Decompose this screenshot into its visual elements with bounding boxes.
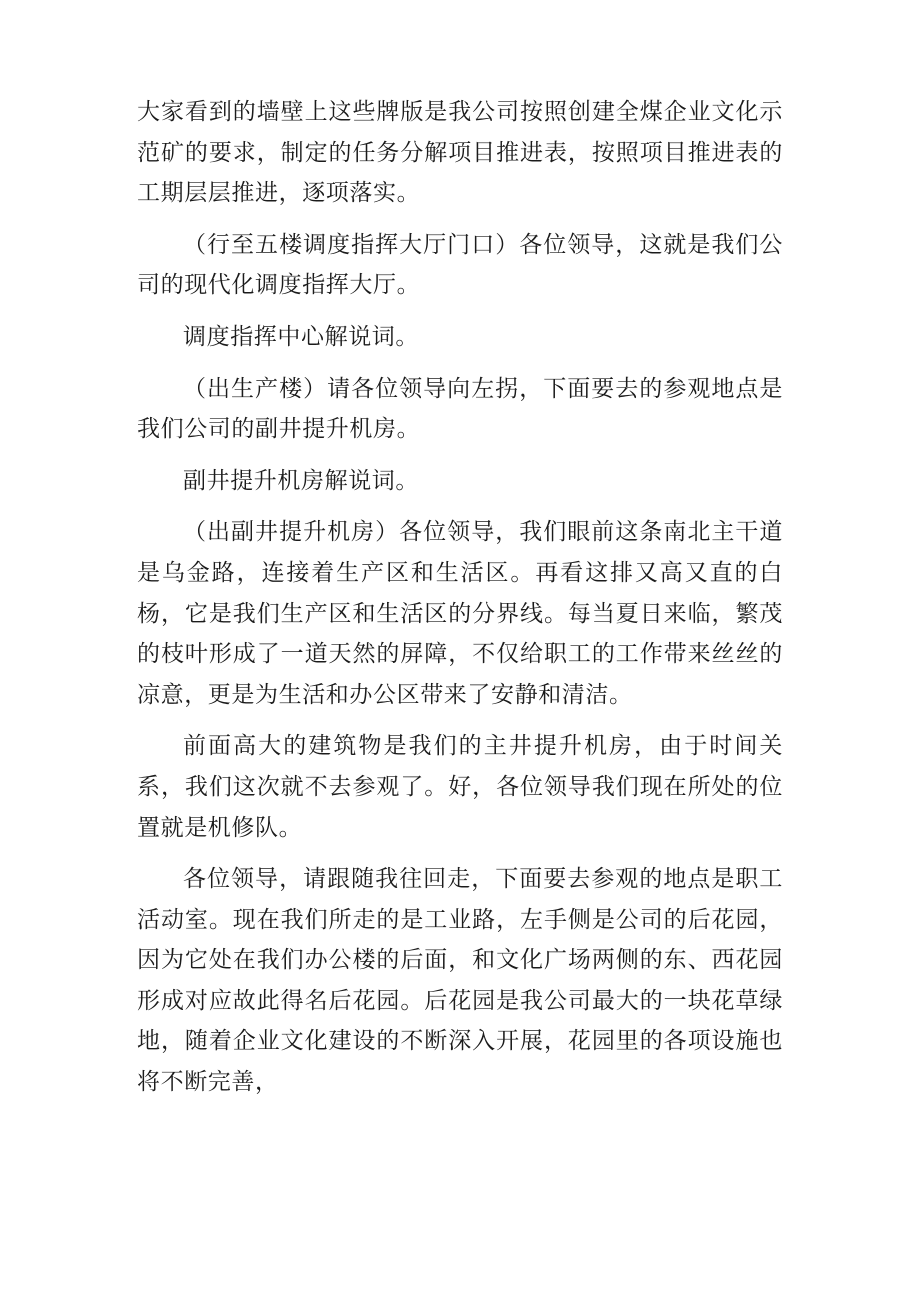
document-body (137, 92, 783, 1114)
paragraph-4: （出生产楼）请各位领导向左拐，下面要去的参观地点是我们公司的副井提升机房。 (137, 375, 783, 443)
paragraph-1: 大家看到的墙壁上这些牌版是我公司按照创建全煤企业文化示范矿的要求，制定的任务分解项目推进表，按照项目推进表的工期层层推进，逐项落实。 (137, 99, 783, 207)
paragraph-8: 各位领导，请跟随我往回走，下面要去参观的地点是职工活动室。现在我们所走的是工业路，左手侧是公司的后花园，因为它处在我们办公楼的后面，和文化广场两侧的东、西花园形成对应故此得名后花园。后花园是我公司最大的一块花草绿地，随着企业文化建设的不断深入开展，花园里的各项设施也将不断完善， (137, 866, 783, 1096)
paragraph-6: （出副井提升机房）各位领导，我们眼前这条南北主干道是乌金路，连接着生产区和生活区。再看这排又高又直的白杨，它是我们生产区和生活区的分界线。每当夏日来临，繁茂的枝叶形成了一道天然的屏障，不仅给职工的工作带来丝丝的凉意，更是为生活和办公区带来了安静和清洁。 (137, 519, 783, 708)
paragraph-5: 副井提升机房解说词。 (183, 467, 419, 494)
paragraph-3: 调度指挥中心解说词。 (183, 323, 419, 350)
paragraph-7: 前面高大的建筑物是我们的主井提升机房，由于时间关系，我们这次就不去参观了。好，各位领导我们现在所处的位置就是机修队。 (137, 733, 783, 841)
paragraph-2: （行至五楼调度指挥大厅门口）各位领导，这就是我们公司的现代化调度指挥大厅。 (137, 231, 783, 299)
